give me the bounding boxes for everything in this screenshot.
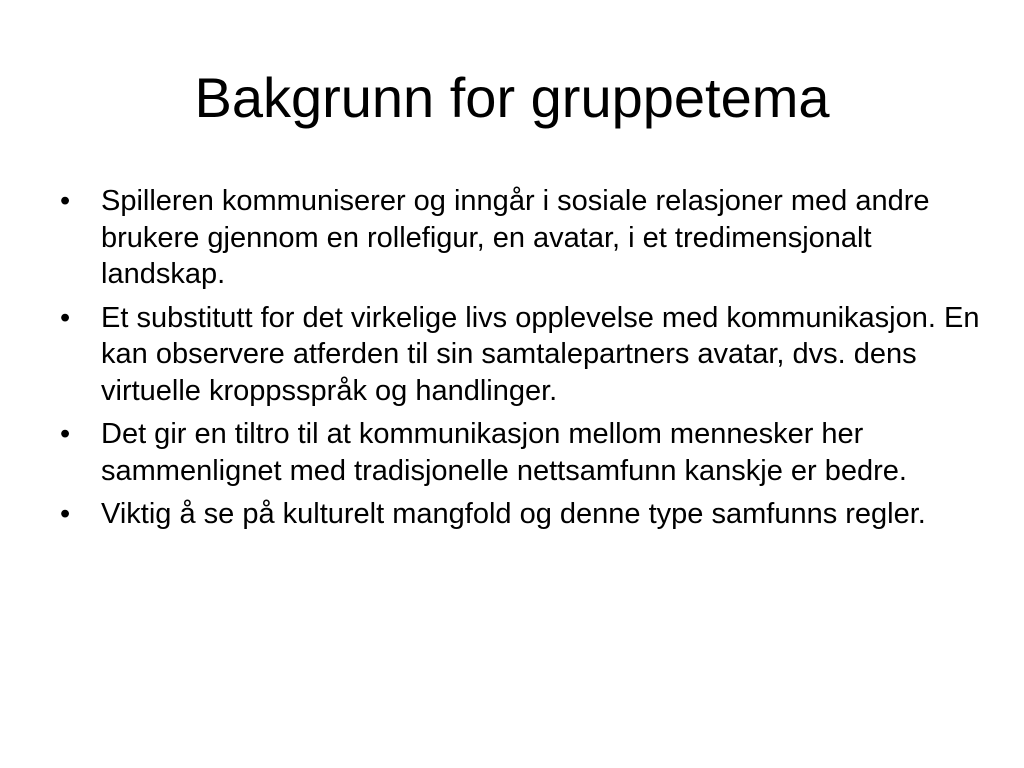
bullet-item: [55, 183, 985, 293]
bullet-text: Spilleren kommuniserer og inngår i sosiale relasjoner med andre brukere gjennom en rollefigur, en avatar, i et tredimensjonalt landskap.: [101, 185, 930, 290]
bullet-text: Et substitutt for det virkelige livs opplevelse med kommunikasjon. En kan observere atferden til sin samtalepartners avatar, dvs. dens virtuelle kroppsspråk og handlinger.: [101, 301, 980, 407]
bullet-icon: •: [60, 498, 71, 530]
bullet-icon: •: [60, 418, 71, 450]
bullet-item: [55, 300, 985, 410]
bullet-item: [55, 416, 985, 489]
bullet-text: Det gir en tiltro til at kommunikasjon mellom mennesker her sammenlignet med tradisjonelle nettsamfunn kanskje er bedre.: [101, 418, 907, 487]
slide-title: Bakgrunn for gruppetema: [194, 66, 830, 129]
bullet-item: [55, 496, 985, 533]
bullet-icon: •: [60, 301, 71, 334]
bullet-text: Viktig å se på kulturelt mangfold og denne type samfunns regler.: [101, 498, 926, 530]
bullet-list: [55, 183, 985, 540]
bullet-icon: •: [60, 185, 71, 217]
